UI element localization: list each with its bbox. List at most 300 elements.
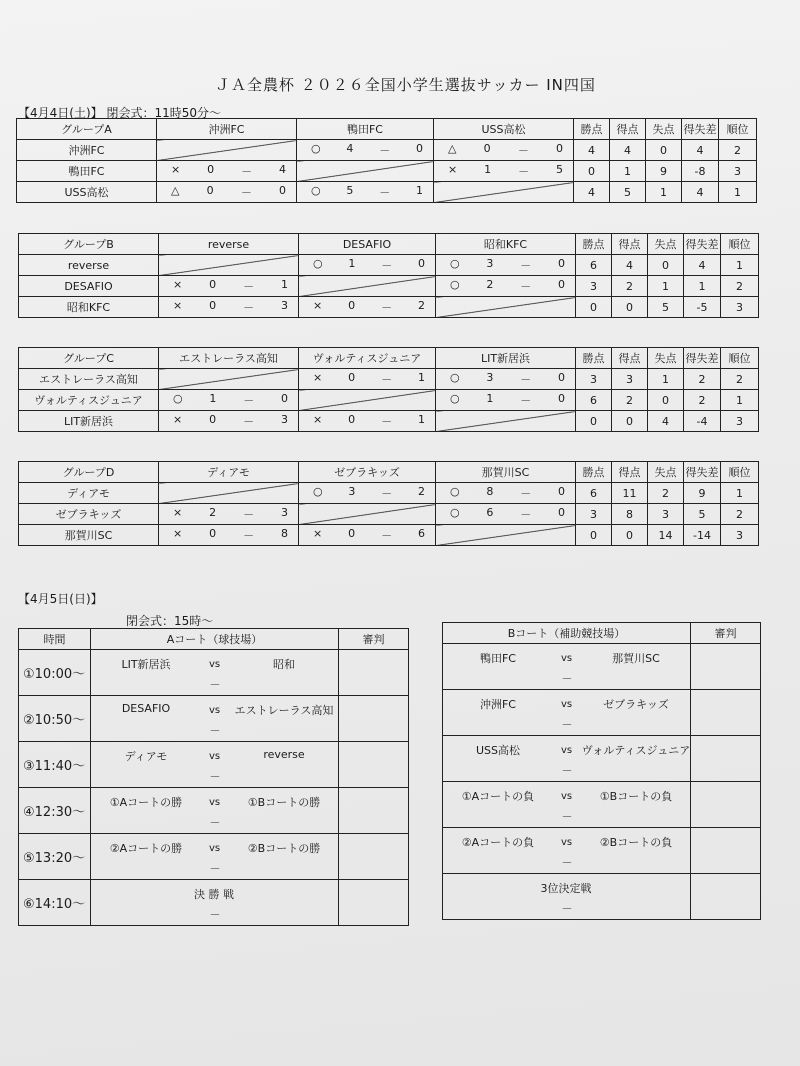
referee-cell bbox=[339, 742, 409, 788]
score-against: 5 bbox=[555, 163, 563, 176]
match-time: ④12:30～ bbox=[19, 788, 91, 834]
court-a-header: Aコート（球技場） bbox=[91, 629, 339, 650]
points-value: 0 bbox=[576, 525, 612, 546]
vs-label: vs bbox=[209, 659, 221, 670]
match-time: ③11:40～ bbox=[19, 742, 91, 788]
self-match-cell bbox=[299, 504, 436, 525]
ga-header: 失点 bbox=[648, 348, 684, 369]
result-mark: × bbox=[171, 163, 181, 176]
gd-value: 4 bbox=[682, 182, 719, 203]
match-result bbox=[159, 504, 299, 525]
result-mark: × bbox=[173, 527, 183, 540]
result-mark: ○ bbox=[450, 485, 460, 498]
gf-value: 0 bbox=[612, 411, 648, 432]
result-mark: × bbox=[313, 371, 323, 384]
score-for: 1 bbox=[209, 392, 217, 405]
match-result bbox=[434, 161, 574, 182]
group-name: グループD bbox=[19, 462, 159, 483]
gf-value: 4 bbox=[612, 255, 648, 276]
score-dash: － bbox=[381, 373, 393, 386]
score-for: 2 bbox=[486, 278, 494, 291]
self-match-cell bbox=[159, 369, 299, 390]
result-mark: × bbox=[448, 163, 458, 176]
self-match-cell bbox=[159, 255, 299, 276]
score-against: 2 bbox=[418, 485, 425, 498]
points-header: 勝点 bbox=[576, 462, 612, 483]
opponent-header: ゼブラキッズ bbox=[299, 462, 436, 483]
opponent-header: 昭和KFC bbox=[436, 234, 576, 255]
team-name: ゼブラキッズ bbox=[19, 504, 159, 525]
final-match: 決 勝 戦 bbox=[194, 888, 234, 901]
match-dash: － bbox=[209, 724, 221, 737]
team-b: ヴォルティスジュニア bbox=[581, 744, 691, 757]
table-row bbox=[19, 297, 759, 318]
opponent-header: ヴォルティスジュニア bbox=[299, 348, 436, 369]
referee-cell bbox=[691, 874, 761, 920]
gf-value: 5 bbox=[610, 182, 646, 203]
score-dash: － bbox=[243, 394, 255, 407]
gd-value: -8 bbox=[682, 161, 719, 182]
score-against: 4 bbox=[278, 163, 286, 176]
team-b: 昭和 bbox=[273, 658, 295, 671]
score-dash: － bbox=[381, 529, 393, 542]
schedule-row bbox=[19, 788, 409, 834]
self-match-cell bbox=[436, 525, 576, 546]
gd-value: -14 bbox=[684, 525, 721, 546]
match-cell bbox=[91, 742, 339, 788]
match-dash: － bbox=[209, 908, 221, 921]
result-mark: △ bbox=[448, 142, 457, 155]
table-row bbox=[19, 411, 759, 432]
group-name: グループB bbox=[19, 234, 159, 255]
referee-cell bbox=[339, 880, 409, 926]
self-match-cell bbox=[157, 140, 297, 161]
group-name: グループC bbox=[19, 348, 159, 369]
result-mark: × bbox=[313, 413, 323, 426]
group-table bbox=[18, 233, 759, 318]
referee-header: 審判 bbox=[339, 629, 409, 650]
match-dash: － bbox=[561, 810, 573, 823]
result-mark: △ bbox=[171, 184, 180, 197]
team-a: DESAFIO bbox=[121, 702, 171, 715]
score-for: 3 bbox=[348, 485, 356, 498]
result-mark: ○ bbox=[313, 485, 323, 498]
ga-value: 0 bbox=[648, 255, 684, 276]
gd-value: -5 bbox=[684, 297, 721, 318]
gd-header: 得失差 bbox=[684, 462, 721, 483]
schedule-row bbox=[19, 696, 409, 742]
ga-header: 失点 bbox=[646, 119, 682, 140]
gf-value: 3 bbox=[612, 369, 648, 390]
gf-value: 0 bbox=[612, 525, 648, 546]
score-for: 5 bbox=[346, 184, 354, 197]
ga-value: 3 bbox=[648, 504, 684, 525]
score-dash: － bbox=[241, 165, 253, 178]
score-dash: － bbox=[379, 186, 391, 199]
match-cell bbox=[443, 782, 691, 828]
team-b: ゼブラキッズ bbox=[603, 698, 669, 711]
gf-value: 4 bbox=[610, 140, 646, 161]
schedule-row bbox=[443, 644, 761, 690]
rank-header: 順位 bbox=[721, 462, 759, 483]
gd-header: 得失差 bbox=[682, 119, 719, 140]
ga-value: 1 bbox=[648, 276, 684, 297]
schedule-row bbox=[19, 880, 409, 926]
match-dash: － bbox=[561, 856, 573, 869]
gf-value: 11 bbox=[612, 483, 648, 504]
schedule-row bbox=[19, 650, 409, 696]
time-header: 時間 bbox=[19, 629, 91, 650]
self-match-cell bbox=[436, 297, 576, 318]
gd-header: 得失差 bbox=[684, 234, 721, 255]
score-against: 2 bbox=[417, 299, 425, 312]
score-dash: － bbox=[243, 415, 255, 428]
match-dash: － bbox=[209, 816, 221, 829]
score-dash: － bbox=[517, 144, 529, 157]
team-name: 昭和KFC bbox=[19, 297, 159, 318]
team-b: ②Bコートの負 bbox=[599, 836, 673, 849]
score-dash: － bbox=[520, 259, 532, 272]
day1-label: 【4月4日(土)】 閉会式：11時50分～ bbox=[18, 106, 221, 120]
score-for: 3 bbox=[486, 371, 494, 384]
points-value: 3 bbox=[576, 369, 612, 390]
team-b: エストレーラス高知 bbox=[234, 704, 334, 717]
opponent-header: エストレーラス高知 bbox=[159, 348, 299, 369]
group-table bbox=[18, 461, 759, 546]
match-time: ①10:00～ bbox=[19, 650, 91, 696]
score-dash: － bbox=[379, 144, 391, 157]
group-table bbox=[16, 118, 757, 203]
match-cell bbox=[91, 650, 339, 696]
referee-cell bbox=[691, 736, 761, 782]
score-for: 0 bbox=[209, 278, 217, 291]
group-table bbox=[18, 347, 759, 432]
rank-value: 2 bbox=[721, 504, 759, 525]
score-for: 0 bbox=[207, 163, 215, 176]
match-result bbox=[297, 182, 434, 203]
vs-label: vs bbox=[561, 791, 573, 802]
ga-header: 失点 bbox=[648, 234, 684, 255]
result-mark: ○ bbox=[450, 371, 460, 384]
points-value: 0 bbox=[576, 411, 612, 432]
match-cell bbox=[443, 690, 691, 736]
score-dash: － bbox=[520, 487, 532, 500]
score-for: 0 bbox=[483, 142, 491, 155]
match-dash: － bbox=[209, 862, 221, 875]
team-a: ①Aコートの勝 bbox=[109, 796, 183, 809]
points-value: 4 bbox=[574, 182, 610, 203]
score-against: 3 bbox=[280, 413, 288, 426]
self-match-cell bbox=[299, 390, 436, 411]
schedule-row bbox=[443, 828, 761, 874]
ga-value: 14 bbox=[648, 525, 684, 546]
self-match-cell bbox=[297, 161, 434, 182]
team-a: ディアモ bbox=[124, 750, 168, 763]
match-result bbox=[436, 390, 576, 411]
result-mark: ○ bbox=[311, 184, 321, 197]
opponent-header: 沖洲FC bbox=[157, 119, 297, 140]
match-time: ②10:50～ bbox=[19, 696, 91, 742]
match-result bbox=[434, 140, 574, 161]
gf-header: 得点 bbox=[612, 234, 648, 255]
team-b: ②Bコートの勝 bbox=[247, 842, 321, 855]
team-name: ヴォルティスジュニア bbox=[19, 390, 159, 411]
score-for: 3 bbox=[486, 257, 494, 270]
team-b: 那賀川SC bbox=[612, 652, 660, 665]
team-a: LIT新居浜 bbox=[121, 658, 171, 671]
team-b: reverse bbox=[263, 748, 305, 761]
score-for: 0 bbox=[209, 527, 217, 540]
court-b-schedule bbox=[442, 622, 761, 920]
team-name: reverse bbox=[19, 255, 159, 276]
result-mark: ○ bbox=[173, 392, 183, 405]
match-result bbox=[159, 297, 299, 318]
rank-value: 1 bbox=[721, 255, 759, 276]
score-dash: － bbox=[381, 301, 393, 314]
vs-label: vs bbox=[561, 745, 573, 756]
rank-value: 3 bbox=[719, 161, 757, 182]
match-dash: － bbox=[209, 678, 221, 691]
match-result bbox=[299, 483, 436, 504]
match-result bbox=[436, 276, 576, 297]
self-match-cell bbox=[434, 182, 574, 203]
vs-label: vs bbox=[209, 843, 221, 854]
score-dash: － bbox=[520, 280, 532, 293]
score-against: 0 bbox=[558, 485, 565, 498]
rank-header: 順位 bbox=[719, 119, 757, 140]
schedule-row bbox=[19, 834, 409, 880]
score-against: 1 bbox=[417, 413, 425, 426]
points-value: 4 bbox=[574, 140, 610, 161]
opponent-header: 鴨田FC bbox=[297, 119, 434, 140]
points-value: 6 bbox=[576, 483, 612, 504]
result-mark: × bbox=[313, 527, 323, 540]
score-for: 1 bbox=[486, 392, 494, 405]
match-result bbox=[159, 390, 299, 411]
score-against: 1 bbox=[280, 278, 288, 291]
score-against: 0 bbox=[555, 142, 563, 155]
score-for: 0 bbox=[206, 184, 214, 197]
ga-value: 1 bbox=[648, 369, 684, 390]
team-name: エストレーラス高知 bbox=[19, 369, 159, 390]
gd-value: 1 bbox=[684, 276, 721, 297]
table-row bbox=[19, 276, 759, 297]
vs-label: vs bbox=[209, 705, 221, 716]
table-row bbox=[19, 390, 759, 411]
court-b-header: Bコート（補助競技場） bbox=[443, 623, 691, 644]
team-a: ②Aコートの勝 bbox=[109, 842, 183, 855]
rank-value: 2 bbox=[721, 276, 759, 297]
match-cell bbox=[91, 880, 339, 926]
score-against: 0 bbox=[418, 257, 425, 270]
score-against: 1 bbox=[416, 184, 423, 197]
score-dash: － bbox=[381, 415, 393, 428]
match-result bbox=[299, 369, 436, 390]
result-mark: ○ bbox=[450, 392, 460, 405]
self-match-cell bbox=[299, 276, 436, 297]
score-against: 0 bbox=[558, 506, 565, 519]
vs-label: vs bbox=[561, 699, 573, 710]
match-result bbox=[436, 483, 576, 504]
score-dash: － bbox=[520, 508, 532, 521]
schedule-row bbox=[443, 782, 761, 828]
match-cell bbox=[91, 834, 339, 880]
score-against: 6 bbox=[417, 527, 425, 540]
rank-value: 1 bbox=[721, 483, 759, 504]
ga-value: 5 bbox=[648, 297, 684, 318]
points-value: 3 bbox=[576, 504, 612, 525]
rank-value: 1 bbox=[721, 390, 759, 411]
schedule-row bbox=[443, 690, 761, 736]
table-row bbox=[19, 255, 759, 276]
team-a: ①Aコートの負 bbox=[461, 790, 535, 803]
day2-label: 【4月5日(日)】 bbox=[18, 592, 103, 606]
table-row bbox=[19, 525, 759, 546]
opponent-header: DESAFIO bbox=[299, 234, 436, 255]
score-for: 0 bbox=[348, 299, 356, 312]
match-cell bbox=[91, 696, 339, 742]
match-dash: － bbox=[561, 764, 573, 777]
referee-cell bbox=[339, 788, 409, 834]
team-a: ②Aコートの負 bbox=[461, 836, 535, 849]
team-b: ①Bコートの負 bbox=[599, 790, 673, 803]
ga-value: 9 bbox=[646, 161, 682, 182]
table-row bbox=[17, 140, 757, 161]
gf-value: 1 bbox=[610, 161, 646, 182]
result-mark: ○ bbox=[450, 257, 460, 270]
score-dash: － bbox=[243, 301, 255, 314]
rank-header: 順位 bbox=[721, 234, 759, 255]
score-dash: － bbox=[381, 259, 393, 272]
result-mark: ○ bbox=[450, 506, 460, 519]
team-a: USS高松 bbox=[475, 744, 521, 757]
gd-value: 2 bbox=[684, 390, 721, 411]
score-against: 3 bbox=[280, 299, 288, 312]
score-dash: － bbox=[243, 508, 255, 521]
match-result bbox=[299, 297, 436, 318]
opponent-header: LIT新居浜 bbox=[436, 348, 576, 369]
schedule-row bbox=[19, 742, 409, 788]
score-dash: － bbox=[381, 487, 393, 500]
opponent-header: reverse bbox=[159, 234, 299, 255]
score-for: 6 bbox=[486, 506, 494, 519]
score-against: 1 bbox=[417, 371, 425, 384]
self-match-cell bbox=[159, 483, 299, 504]
match-dash: － bbox=[209, 770, 221, 783]
group-name: グループA bbox=[17, 119, 157, 140]
opponent-header: USS高松 bbox=[434, 119, 574, 140]
match-dash: － bbox=[561, 718, 573, 731]
gf-header: 得点 bbox=[612, 348, 648, 369]
score-for: 2 bbox=[209, 506, 217, 519]
result-mark: ○ bbox=[311, 142, 321, 155]
score-for: 0 bbox=[209, 299, 217, 312]
result-mark: × bbox=[173, 413, 183, 426]
score-for: 0 bbox=[348, 371, 356, 384]
table-row bbox=[19, 504, 759, 525]
gf-header: 得点 bbox=[610, 119, 646, 140]
match-result bbox=[157, 161, 297, 182]
closing-time: 閉会式：15時～ bbox=[126, 614, 214, 628]
table-row bbox=[19, 483, 759, 504]
rank-value: 2 bbox=[719, 140, 757, 161]
vs-label: vs bbox=[209, 797, 221, 808]
score-for: 0 bbox=[348, 413, 356, 426]
team-name: LIT新居浜 bbox=[19, 411, 159, 432]
court-a-schedule bbox=[18, 628, 409, 926]
match-result bbox=[299, 525, 436, 546]
gd-value: 4 bbox=[684, 255, 721, 276]
table-row bbox=[17, 161, 757, 182]
vs-label: vs bbox=[561, 653, 573, 664]
match-cell bbox=[443, 644, 691, 690]
result-mark: ○ bbox=[450, 278, 460, 291]
points-value: 6 bbox=[576, 390, 612, 411]
score-against: 0 bbox=[278, 184, 286, 197]
opponent-header: ディアモ bbox=[159, 462, 299, 483]
match-cell bbox=[91, 788, 339, 834]
score-for: 8 bbox=[486, 485, 494, 498]
gd-value: 2 bbox=[684, 369, 721, 390]
score-against: 0 bbox=[558, 257, 565, 270]
gf-value: 2 bbox=[612, 276, 648, 297]
gf-value: 0 bbox=[612, 297, 648, 318]
table-row bbox=[17, 182, 757, 203]
schedule-row bbox=[443, 736, 761, 782]
rank-header: 順位 bbox=[721, 348, 759, 369]
result-mark: × bbox=[313, 299, 323, 312]
score-dash: － bbox=[240, 186, 252, 199]
result-mark: ○ bbox=[313, 257, 323, 270]
team-a: 沖洲FC bbox=[479, 698, 516, 711]
points-value: 0 bbox=[574, 161, 610, 182]
ga-value: 2 bbox=[648, 483, 684, 504]
team-b: ①Bコートの勝 bbox=[247, 796, 321, 809]
score-dash: － bbox=[243, 529, 255, 542]
gf-header: 得点 bbox=[612, 462, 648, 483]
points-value: 0 bbox=[576, 297, 612, 318]
points-header: 勝点 bbox=[574, 119, 610, 140]
referee-cell bbox=[691, 782, 761, 828]
team-name: 鴨田FC bbox=[17, 161, 157, 182]
referee-cell bbox=[339, 696, 409, 742]
match-result bbox=[297, 140, 434, 161]
match-result bbox=[299, 411, 436, 432]
team-a: 鴨田FC bbox=[479, 652, 516, 665]
score-dash: － bbox=[520, 373, 532, 386]
team-name: 沖洲FC bbox=[17, 140, 157, 161]
rank-value: 3 bbox=[721, 525, 759, 546]
referee-cell bbox=[691, 644, 761, 690]
match-result bbox=[157, 182, 297, 203]
result-mark: × bbox=[173, 299, 183, 312]
score-for: 0 bbox=[348, 527, 356, 540]
score-against: 0 bbox=[558, 392, 565, 405]
match-cell bbox=[443, 874, 691, 920]
match-result bbox=[436, 369, 576, 390]
team-name: 那賀川SC bbox=[19, 525, 159, 546]
score-for: 0 bbox=[209, 413, 217, 426]
score-against: 0 bbox=[416, 142, 423, 155]
score-against: 0 bbox=[558, 371, 565, 384]
opponent-header: 那賀川SC bbox=[436, 462, 576, 483]
gd-header: 得失差 bbox=[684, 348, 721, 369]
referee-cell bbox=[339, 650, 409, 696]
document-title: ＪＡ全農杯 ２０２６全国小学生選抜サッカー IN四国 bbox=[215, 76, 596, 94]
score-dash: － bbox=[518, 165, 530, 178]
score-against: 0 bbox=[558, 278, 565, 291]
points-header: 勝点 bbox=[576, 234, 612, 255]
